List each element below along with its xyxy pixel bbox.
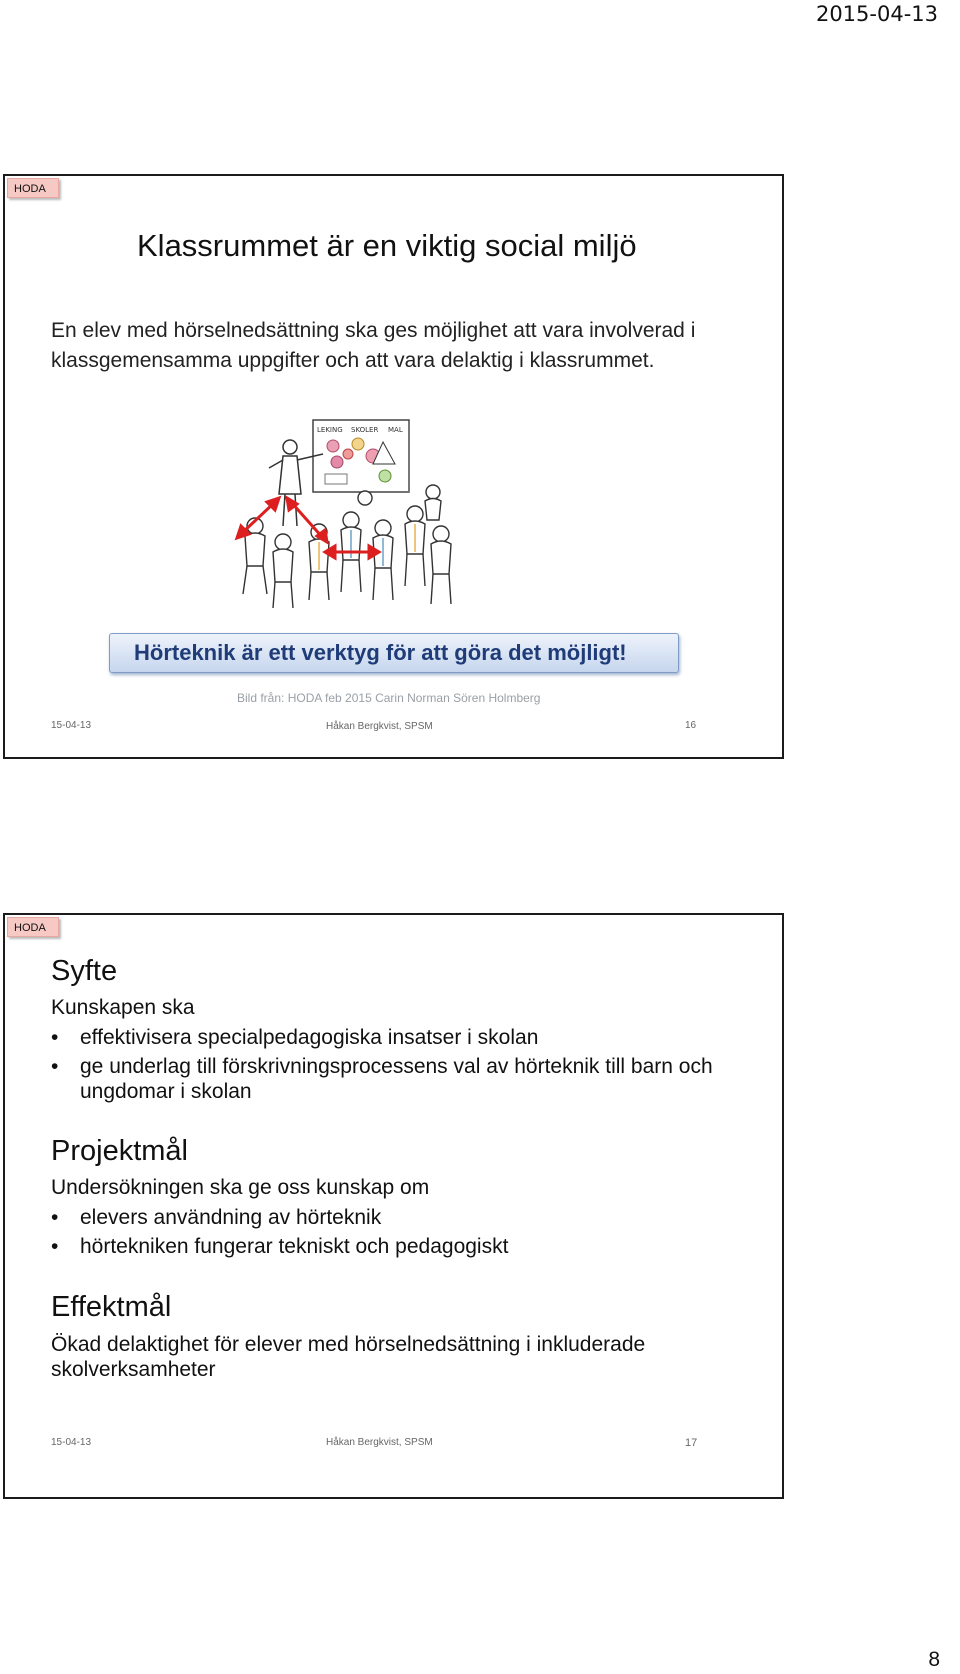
hoda-tag: HODA	[7, 917, 59, 937]
list-item: • ge underlag till förskrivningsprocessens val av hörteknik till barn och ungdomar i skolan	[51, 1055, 713, 1103]
footer-author: Håkan Bergkvist, SPSM	[326, 1437, 433, 1448]
effektmal-text: Ökad delaktighet för elever med hörselnedsättning i inkluderade skolverksamheter	[51, 1333, 646, 1381]
heading-projektmal: Projektmål	[51, 1135, 188, 1167]
board-word: LEKING	[317, 426, 343, 434]
classroom-sketch-image	[233, 416, 493, 622]
list-item: • hörtekniken fungerar tekniskt och pedagogiskt	[51, 1235, 509, 1258]
board-word: MAL	[388, 426, 403, 434]
slide-body-text: En elev med hörselnedsättning ska ges möjlighet att vara involverad i klassgemensamma uppgifter och att vara delaktig i klassrummet.	[51, 319, 696, 372]
list-item: • elevers användning av hörteknik	[51, 1206, 382, 1229]
heading-syfte: Syfte	[51, 955, 118, 987]
bullet-icon: •	[51, 1055, 59, 1078]
bullet-icon: •	[51, 1235, 59, 1258]
list-item: • effektivisera specialpedagogiska insatser i skolan	[51, 1026, 539, 1049]
bullet-icon: •	[51, 1206, 59, 1229]
slide-number: 16	[685, 720, 697, 731]
bullet-icon: •	[51, 1026, 59, 1049]
slide-16	[3, 174, 784, 759]
page-date: 2015-04-13	[815, 2, 938, 26]
image-credit: Bild från: HODA feb 2015 Carin Norman Sören Holmberg	[237, 691, 541, 705]
slide-17	[3, 913, 784, 1499]
board-word: SKOLER	[351, 426, 379, 434]
syfte-intro: Kunskapen ska	[51, 996, 195, 1019]
projektmal-intro: Undersökningen ska ge oss kunskap om	[51, 1176, 430, 1199]
slide-number: 17	[685, 1437, 698, 1449]
heading-effektmal: Effektmål	[51, 1291, 172, 1323]
footer-author: Håkan Bergkvist, SPSM	[326, 721, 433, 732]
banner-text: Hörteknik är ett verktyg för att göra det möjligt!	[109, 633, 679, 673]
footer-date: 15-04-13	[51, 1437, 92, 1448]
footer-date: 15-04-13	[51, 720, 92, 731]
page-number: 8	[928, 1648, 940, 1671]
slide-title: Klassrummet är en viktig social miljö	[137, 228, 637, 263]
hoda-tag: HODA	[7, 178, 59, 198]
